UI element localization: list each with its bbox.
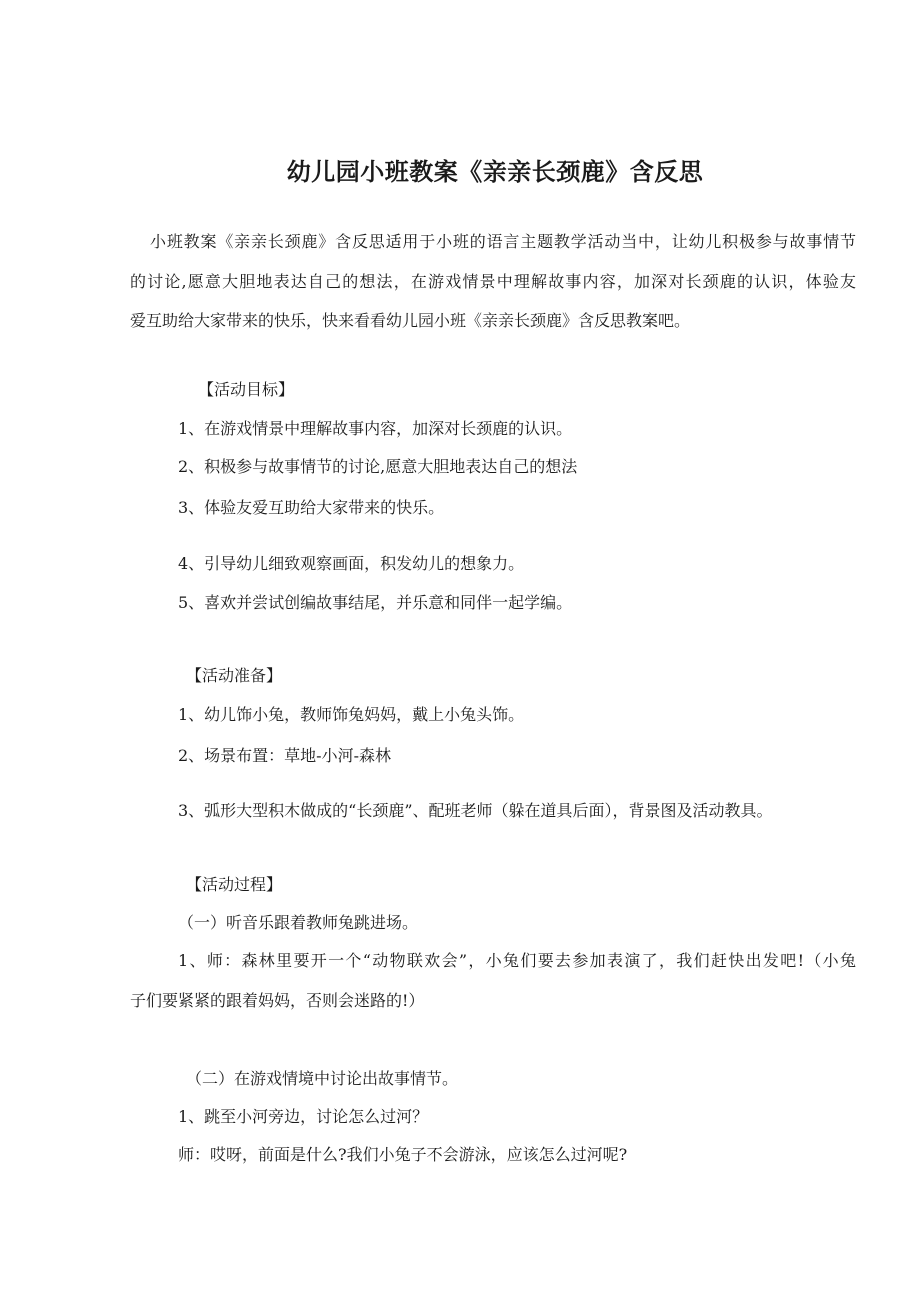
preparation-heading: 【活动准备】 <box>186 666 283 685</box>
process-part2-item2: 师：哎呀，前面是什么?我们小兔子不会游泳，应该怎么过河呢? <box>178 1145 628 1164</box>
goal-item-5: 5、喜欢并尝试创编故事结尾，并乐意和同伴一起学编。 <box>178 593 573 612</box>
goal-item-3: 3、体验友爱互助给大家带来的快乐。 <box>178 498 445 517</box>
goals-heading: 【活动目标】 <box>198 380 295 399</box>
intro-line-2: 的讨论,愿意大胆地表达自己的想法，在游戏情景中理解故事内容，加深对长颈鹿的认识，体验友 <box>130 272 856 291</box>
document-title: 幼儿园小班教案《亲亲长颈鹿》含反思 <box>286 158 704 186</box>
process-part2-title: （二）在游戏情境中讨论出故事情节。 <box>186 1069 459 1088</box>
preparation-item-1: 1、幼儿饰小兔，教师饰兔妈妈，戴上小兔头饰。 <box>178 705 525 724</box>
process-part2-item1: 1、跳至小河旁边，讨论怎么过河？ <box>178 1107 429 1126</box>
preparation-item-3: 3、弧形大型积木做成的“长颈鹿”、配班老师（躲在道具后面），背景图及活动教具。 <box>178 801 773 820</box>
intro-line-3: 爱互助给大家带来的快乐，快来看看幼儿园小班《亲亲长颈鹿》含反思教案吧。 <box>130 311 691 330</box>
goal-item-2: 2、积极参与故事情节的讨论,愿意大胆地表达自己的想法 <box>178 457 578 476</box>
process-part1-line2: 子们要紧紧的跟着妈妈，否则会迷路的!） <box>130 991 425 1010</box>
process-heading: 【活动过程】 <box>186 875 283 894</box>
process-part1-line1: 1、师：森林里要开一个“动物联欢会”，小兔们要去参加表演了，我们赶快出发吧!（小兔 <box>178 951 856 970</box>
intro-line-1: 小班教案《亲亲长颈鹿》含反思适用于小班的语言主题教学活动当中，让幼儿积极参与故事情节 <box>150 232 856 251</box>
preparation-item-2: 2、场景布置：草地-小河-森林 <box>178 746 391 765</box>
goal-item-4: 4、引导幼儿细致观察画面，积发幼儿的想象力。 <box>178 554 525 573</box>
goal-item-1: 1、在游戏情景中理解故事内容，加深对长颈鹿的认识。 <box>178 419 573 438</box>
process-part1-title: （一）听音乐跟着教师兔跳进场。 <box>178 913 419 932</box>
